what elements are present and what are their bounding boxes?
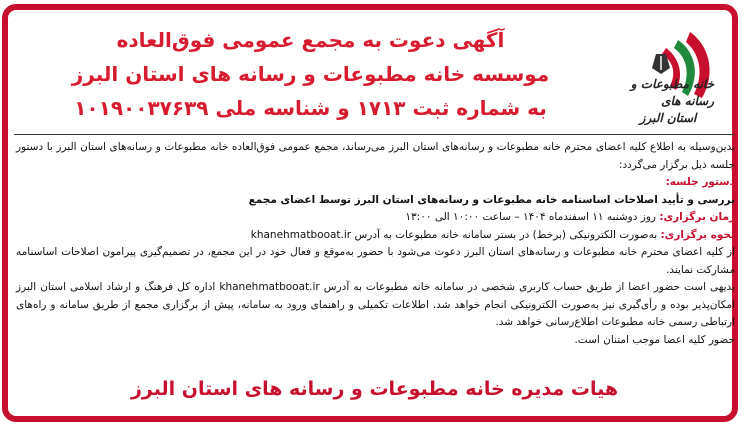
closing-line: حضور کلیه اعضا موجب امتنان است. [574,333,735,346]
board-signature: هیات مدیره خانه مطبوعات و رسانه های استان البرز [130,378,619,400]
note-paragraph: بدیهی است حضور اعضا از طریق حساب کاربری شخصی در سامانه خانه مطبوعات به آدرس khanehmatbooat.ir اداره کل فرهنگ و ارشاد اسلامی استان البرز امکان‌پذیر بوده و رأی‌گیری نیز به‌صورت الکترونیکی انجام خواهد شد. اطلاعات تکمیلی و راهنمای ورود به سامانه، پیش از برگزاری مجمع از طریق سامانه و راه‌های ارتباطی رسمی خانه مطبوعات اطلاع‌رسانی خواهد شد. [16,281,735,328]
logo-line2: استان البرز [639,111,697,125]
intro-paragraph: بدین‌وسیله به اطلاع کلیه اعضای محترم خانه مطبوعات و رسانه‌های استان البرز می‌رساند، مجمع عمومی فوق‌العاده خانه مطبوعات و رسانه‌های استان البرز با دستور جلسه ذیل برگزار می‌گردد: [16,141,735,171]
method-label: نحوه برگزاری: [660,228,735,241]
invite-paragraph: از کلیه اعضای محترم خانه مطبوعات و رسانه‌های استان البرز دعوت می‌شود با حضور به‌موقع و فعال خود در این مجمع، در تصمیم‌گیری پیرامون اصلاحات اساسنامه مشارکت نمایند. [16,246,735,276]
time-label: زمان برگزاری: [659,211,735,223]
agenda-item: بررسی و تأیید اصلاحات اساسنامه خانه مطبوعات و رسانه‌های استان البرز توسط اعضای مجمع [248,193,735,206]
time-value: روز دوشنبه ۱۱ اسفندماه ۱۴۰۴ – ساعت ۱۰:۰۰ الی ۱۳:۰۰ [405,211,660,223]
logo-line1: خانه مطبوعات و رسانه های [630,77,714,108]
notice-title-line1: آگهی دعوت به مجمع عمومی فوق‌العاده [116,28,505,52]
header-divider [14,134,735,135]
press-house-logo [570,24,720,130]
notice-body [16,139,735,349]
logo-wordmark [622,76,714,127]
method-value: به‌صورت الکترونیکی (برخط) در بستر سامانه خانه مطبوعات به آدرس khanehmatbooat.ir [250,228,661,241]
notice-title-line2: موسسه خانه مطبوعات و رسانه های استان البرز [71,62,550,86]
agenda-label: دستور جلسه: [665,176,735,188]
notice-title-line3: به شماره ثبت ۱۷۱۳ و شناسه ملی ۱۰۱۹۰۰۳۷۶۳۹ [74,96,547,120]
notice-header [8,8,728,126]
right-margin [741,0,749,428]
